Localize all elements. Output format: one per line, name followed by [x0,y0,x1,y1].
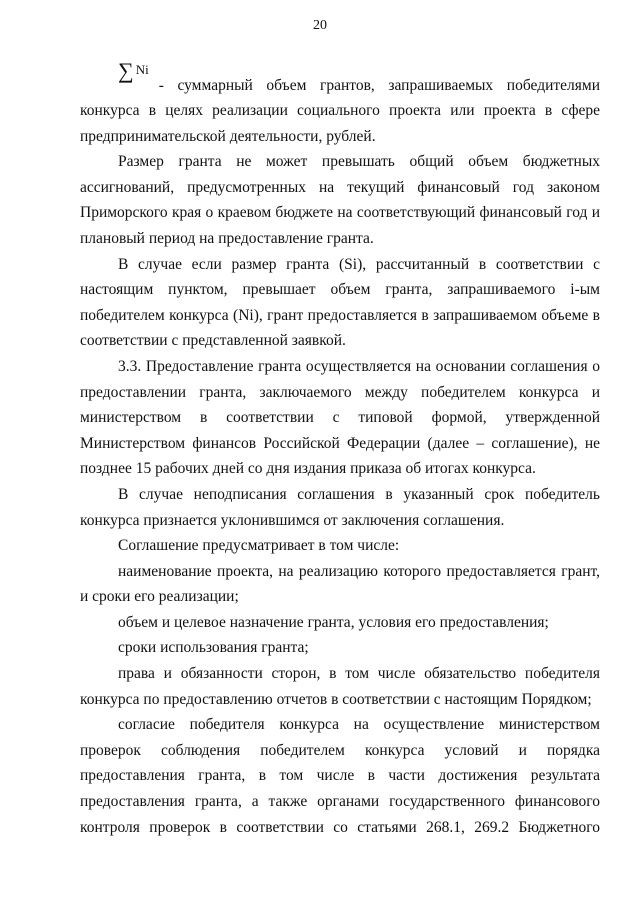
list-item-volume-purpose: объем и целевое назначение гранта, условия его предоставления; [118,613,549,631]
list-item-rights-obligations: права и обязанности сторон, в том числе обязательство победителя конкурса по предоставлению отчетов в соответствии с настоящим Порядком; [80,665,600,708]
paragraph-grant-exceeds: В случае если размер гранта (Si), рассчитанный в соответствии с настоящим пунктом, превышает объем гранта, запрашиваемого i-ым победителем конкурса (Ni), грант предоставляется в запрашиваемом объеме в соответствии с представленной заявкой. [80,255,600,350]
paragraph-non-signing: В случае неподписания соглашения в указанный срок победитель конкурса признается уклонившимся от заключения соглашения. [80,485,600,529]
paragraph-grant-size-limit: Размер гранта не может превышать общий объем бюджетных ассигнований, предусмотренных на текущий финансовый год законом Приморского края о краевом бюджете на соответствующий финансовый год и плановый период на предоставление гранта. [80,153,600,247]
formula-definition-text: - суммарный объем грантов, запрашиваемых победителями [158,77,600,94]
sum-variable: Ni [135,62,149,77]
list-item-usage-terms: сроки использования гранта; [118,639,309,657]
document-body [80,98,600,840]
list-item-consent-inspections: согласие победителя конкурса на осуществление министерством проверок соблюдения победителем конкурса условий и порядка предоставления гранта, в том числе в части достижения результата предоставления гранта, а также органами государственного финансового контроля проверок в соответствии со статьями 268.1, 269.2 Бюджетного [80,716,600,836]
page-number: 20 [313,18,327,33]
paragraph-section-3-3: 3.3. Предоставление гранта осуществляется на основании соглашения о предоставлении гранта, заключаемого между победителем конкурса и министерством в соответствии с типовой формой, утвержденной Министерством финансов Российской Федерации (далее – соглашение), не позднее 15 рабочих дней со дня издания приказа об итогах конкурса. [80,357,600,478]
formula-definition [118,58,600,98]
paragraph-agreement-includes: Соглашение предусматривает в том числе: [118,537,400,555]
sum-symbol: ∑ [118,58,134,83]
formula-definition-continuation: конкурса в целях реализации социального проекта или проекта в сфере предпринимательской деятельности, рублей. [80,102,600,145]
list-item-project-name: наименование проекта, на реализацию которого предоставляется грант, и сроки его реализации; [80,562,600,606]
